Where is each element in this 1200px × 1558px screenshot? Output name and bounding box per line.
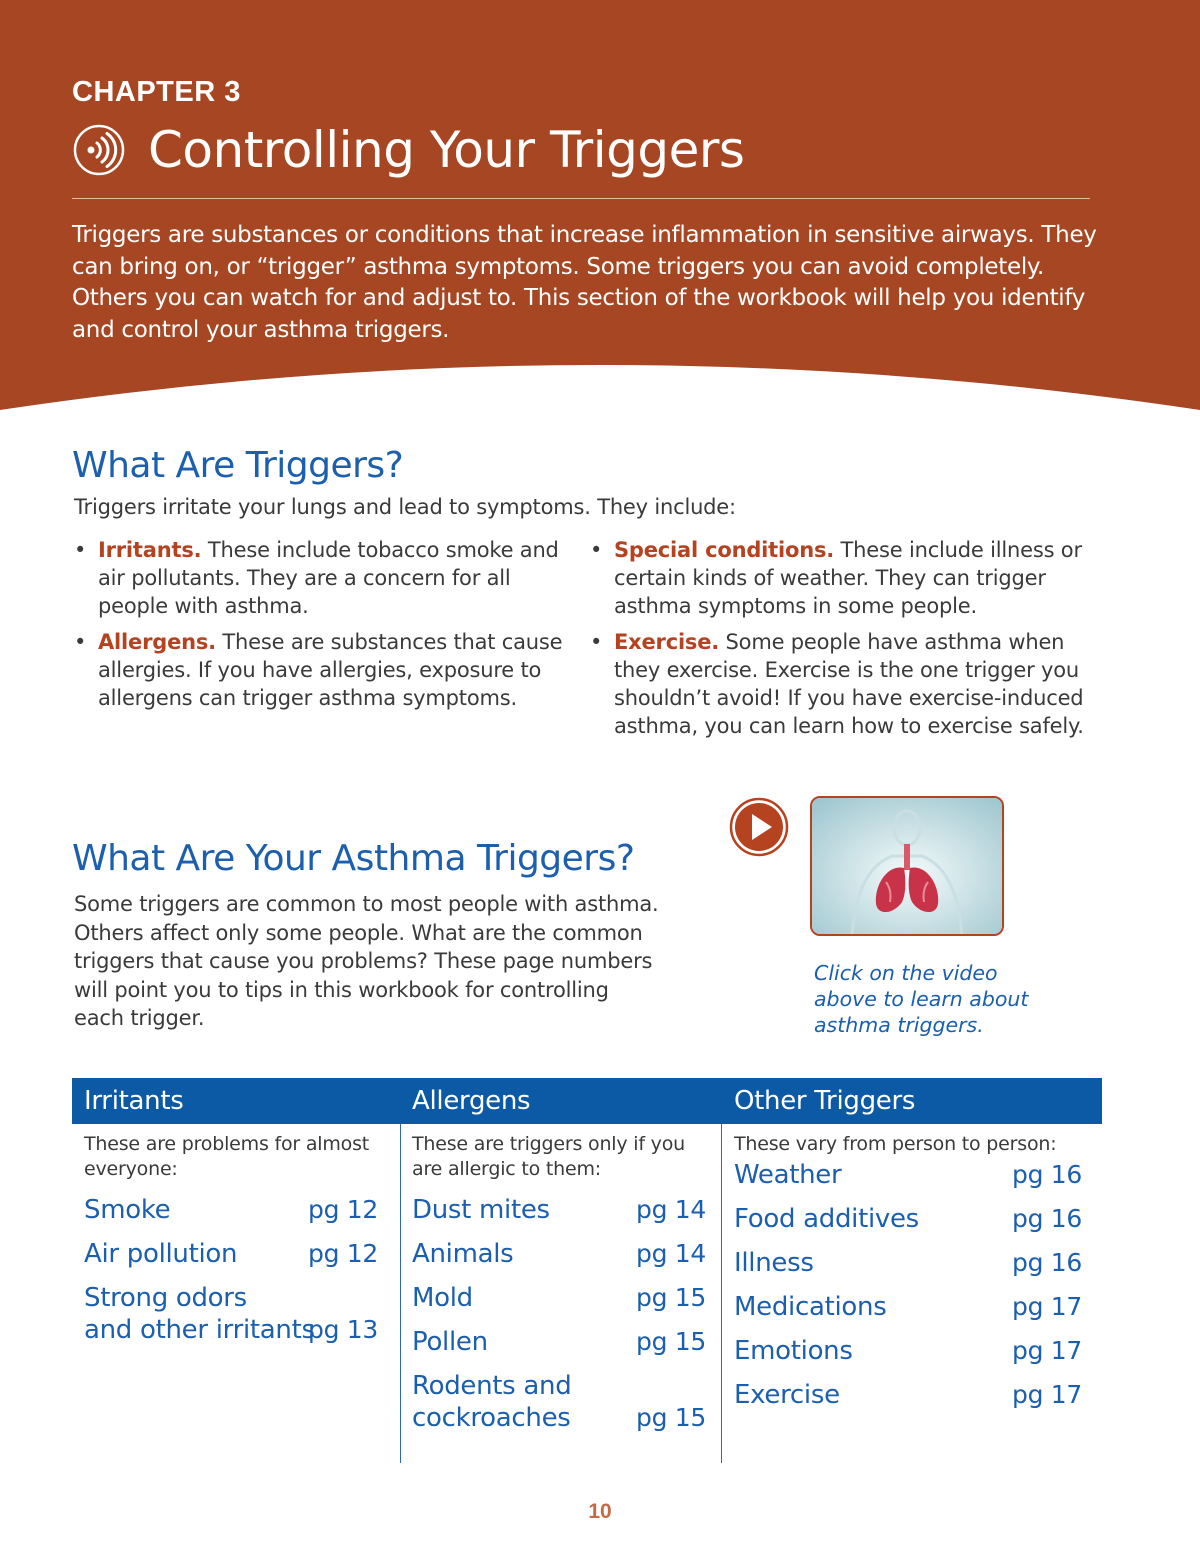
trigger-item-exercise[interactable]: [734, 1379, 1082, 1411]
trigger-page-ref: pg 12: [308, 1195, 378, 1224]
trigger-page-ref: pg 14: [636, 1239, 706, 1268]
bullet-item-irritants: [74, 536, 564, 620]
bullet-item-exercise: [590, 628, 1105, 740]
bullet-text: These include tobacco smoke and air pollutants. They are a concern for all people with asthma.: [98, 538, 559, 618]
chapter-label: CHAPTER 3: [72, 76, 241, 108]
intro-paragraph: Triggers are substances or conditions that increase inflammation in sensitive airways. They can bring on, or “trigger” asthma symptoms. Some triggers you can avoid completely. Others you can watch for and adjust to. This section of the workbook will help you identify and control your asthma triggers.: [72, 222, 1097, 343]
trigger-page-ref: pg 12: [308, 1239, 378, 1268]
trigger-page-ref: pg 16: [1012, 1204, 1082, 1233]
section-lead: Triggers irritate your lungs and lead to symptoms. They include:: [74, 495, 736, 519]
trigger-label: Weather: [734, 1160, 842, 1190]
bullet-term: Special conditions.: [614, 538, 835, 562]
bullet-dot: •: [590, 630, 603, 654]
trigger-item-pollen[interactable]: [412, 1326, 706, 1358]
bullet-dot: •: [74, 538, 87, 562]
trigger-list: [84, 1194, 378, 1346]
page-number: 10: [588, 1500, 612, 1523]
trigger-page-ref: pg 15: [636, 1283, 706, 1312]
trigger-label: Food additives: [734, 1204, 919, 1234]
trigger-table: [72, 1078, 1102, 1463]
video-thumbnail[interactable]: [810, 796, 1004, 936]
trigger-page-ref: pg 15: [636, 1327, 706, 1356]
trigger-label: Medications: [734, 1292, 887, 1322]
trigger-label: Exercise: [734, 1380, 840, 1410]
trigger-label: Animals: [412, 1239, 514, 1269]
column-header-allergens: Allergens: [412, 1086, 531, 1116]
trigger-item-medications[interactable]: [734, 1291, 1082, 1323]
column-description: These are triggers only if you are allergic to them:: [412, 1133, 685, 1180]
column-other-triggers: [734, 1124, 1082, 1411]
trigger-item-mold[interactable]: [412, 1282, 706, 1314]
trigger-page-ref: pg 17: [1012, 1380, 1082, 1409]
bullet-term: Allergens.: [98, 630, 216, 654]
trigger-label: Smoke: [84, 1195, 171, 1225]
column-header-other-triggers: Other Triggers: [734, 1086, 916, 1116]
trigger-page-ref: pg 16: [1012, 1160, 1082, 1189]
play-icon[interactable]: [729, 797, 789, 857]
column-description: These are problems for almost everyone:: [84, 1133, 370, 1180]
bullet-text: Some people have asthma when they exercise. Exercise is the one trigger you shouldn’t avoid! If you have exercise-induced asthma, you can learn how to exercise safely.: [614, 630, 1084, 738]
section-heading-what-are-triggers: What Are Triggers?: [72, 445, 404, 486]
column-divider: [400, 1124, 401, 1463]
header-band: [0, 0, 1200, 420]
bullet-list-right: [590, 536, 1105, 748]
bullet-term: Irritants.: [98, 538, 202, 562]
trigger-item-dust-mites[interactable]: [412, 1194, 706, 1226]
trigger-page-ref: pg 15: [636, 1403, 706, 1432]
trigger-item-weather[interactable]: [734, 1159, 1082, 1191]
column-description: These vary from person to person:: [734, 1133, 1057, 1155]
section-body: Some triggers are common to most people with asthma. Others affect only some people. What are the common triggers that cause you problems? These page numbers will point you to tips in this workbook for controlling each trigger.: [74, 892, 659, 1030]
trigger-item-air-pollution[interactable]: [84, 1238, 378, 1270]
header-divider: [72, 198, 1090, 199]
column-irritants: [84, 1124, 378, 1346]
trigger-label: Pollen: [412, 1327, 488, 1357]
trigger-list: [734, 1159, 1082, 1411]
bullet-list-left: [74, 536, 564, 720]
chapter-title: Controlling Your Triggers: [148, 121, 745, 179]
section-heading-your-asthma-triggers: What Are Your Asthma Triggers?: [72, 838, 635, 879]
bullet-dot: •: [590, 538, 603, 562]
trigger-item-smoke[interactable]: [84, 1194, 378, 1226]
trigger-item-rodents-cockroaches[interactable]: [412, 1370, 706, 1434]
bullet-dot: •: [74, 630, 87, 654]
bullet-term: Exercise.: [614, 630, 720, 654]
video-caption: Click on the video above to learn about asthma triggers.: [814, 961, 1029, 1037]
trigger-label-line2: and other irritants: [84, 1315, 315, 1345]
trigger-page-ref: pg 13: [308, 1315, 378, 1344]
bullet-text: These include illness or certain kinds of weather. They can trigger asthma symptoms in some people.: [614, 538, 1082, 618]
trigger-item-food-additives[interactable]: [734, 1203, 1082, 1235]
trigger-page-ref: pg 16: [1012, 1248, 1082, 1277]
trigger-label: Rodents and: [412, 1371, 572, 1401]
column-divider: [721, 1124, 722, 1463]
trigger-item-strong-odors[interactable]: [84, 1282, 378, 1346]
chapter-title-row: [72, 112, 744, 188]
column-header-irritants: Irritants: [84, 1086, 184, 1116]
trigger-item-illness[interactable]: [734, 1247, 1082, 1279]
trigger-page-ref: pg 17: [1012, 1292, 1082, 1321]
trigger-label: Strong odors: [84, 1283, 247, 1313]
audio-icon[interactable]: [72, 123, 126, 177]
trigger-page-ref: pg 14: [636, 1195, 706, 1224]
trigger-item-emotions[interactable]: [734, 1335, 1082, 1367]
lungs-illustration: [812, 798, 1004, 936]
trigger-label: Dust mites: [412, 1195, 550, 1225]
trigger-list: [412, 1194, 706, 1434]
trigger-item-animals[interactable]: [412, 1238, 706, 1270]
bullet-text: These are substances that cause allergies. If you have allergies, exposure to allergens can trigger asthma symptoms.: [98, 630, 563, 710]
trigger-page-ref: pg 17: [1012, 1336, 1082, 1365]
trigger-label-line2: cockroaches: [412, 1403, 571, 1433]
bullet-item-allergens: [74, 628, 564, 712]
trigger-label: Mold: [412, 1283, 473, 1313]
trigger-label: Illness: [734, 1248, 814, 1278]
trigger-label: Emotions: [734, 1336, 853, 1366]
bullet-item-special-conditions: [590, 536, 1105, 620]
column-allergens: [412, 1124, 706, 1434]
trigger-label: Air pollution: [84, 1239, 238, 1269]
table-header: [72, 1078, 1102, 1124]
